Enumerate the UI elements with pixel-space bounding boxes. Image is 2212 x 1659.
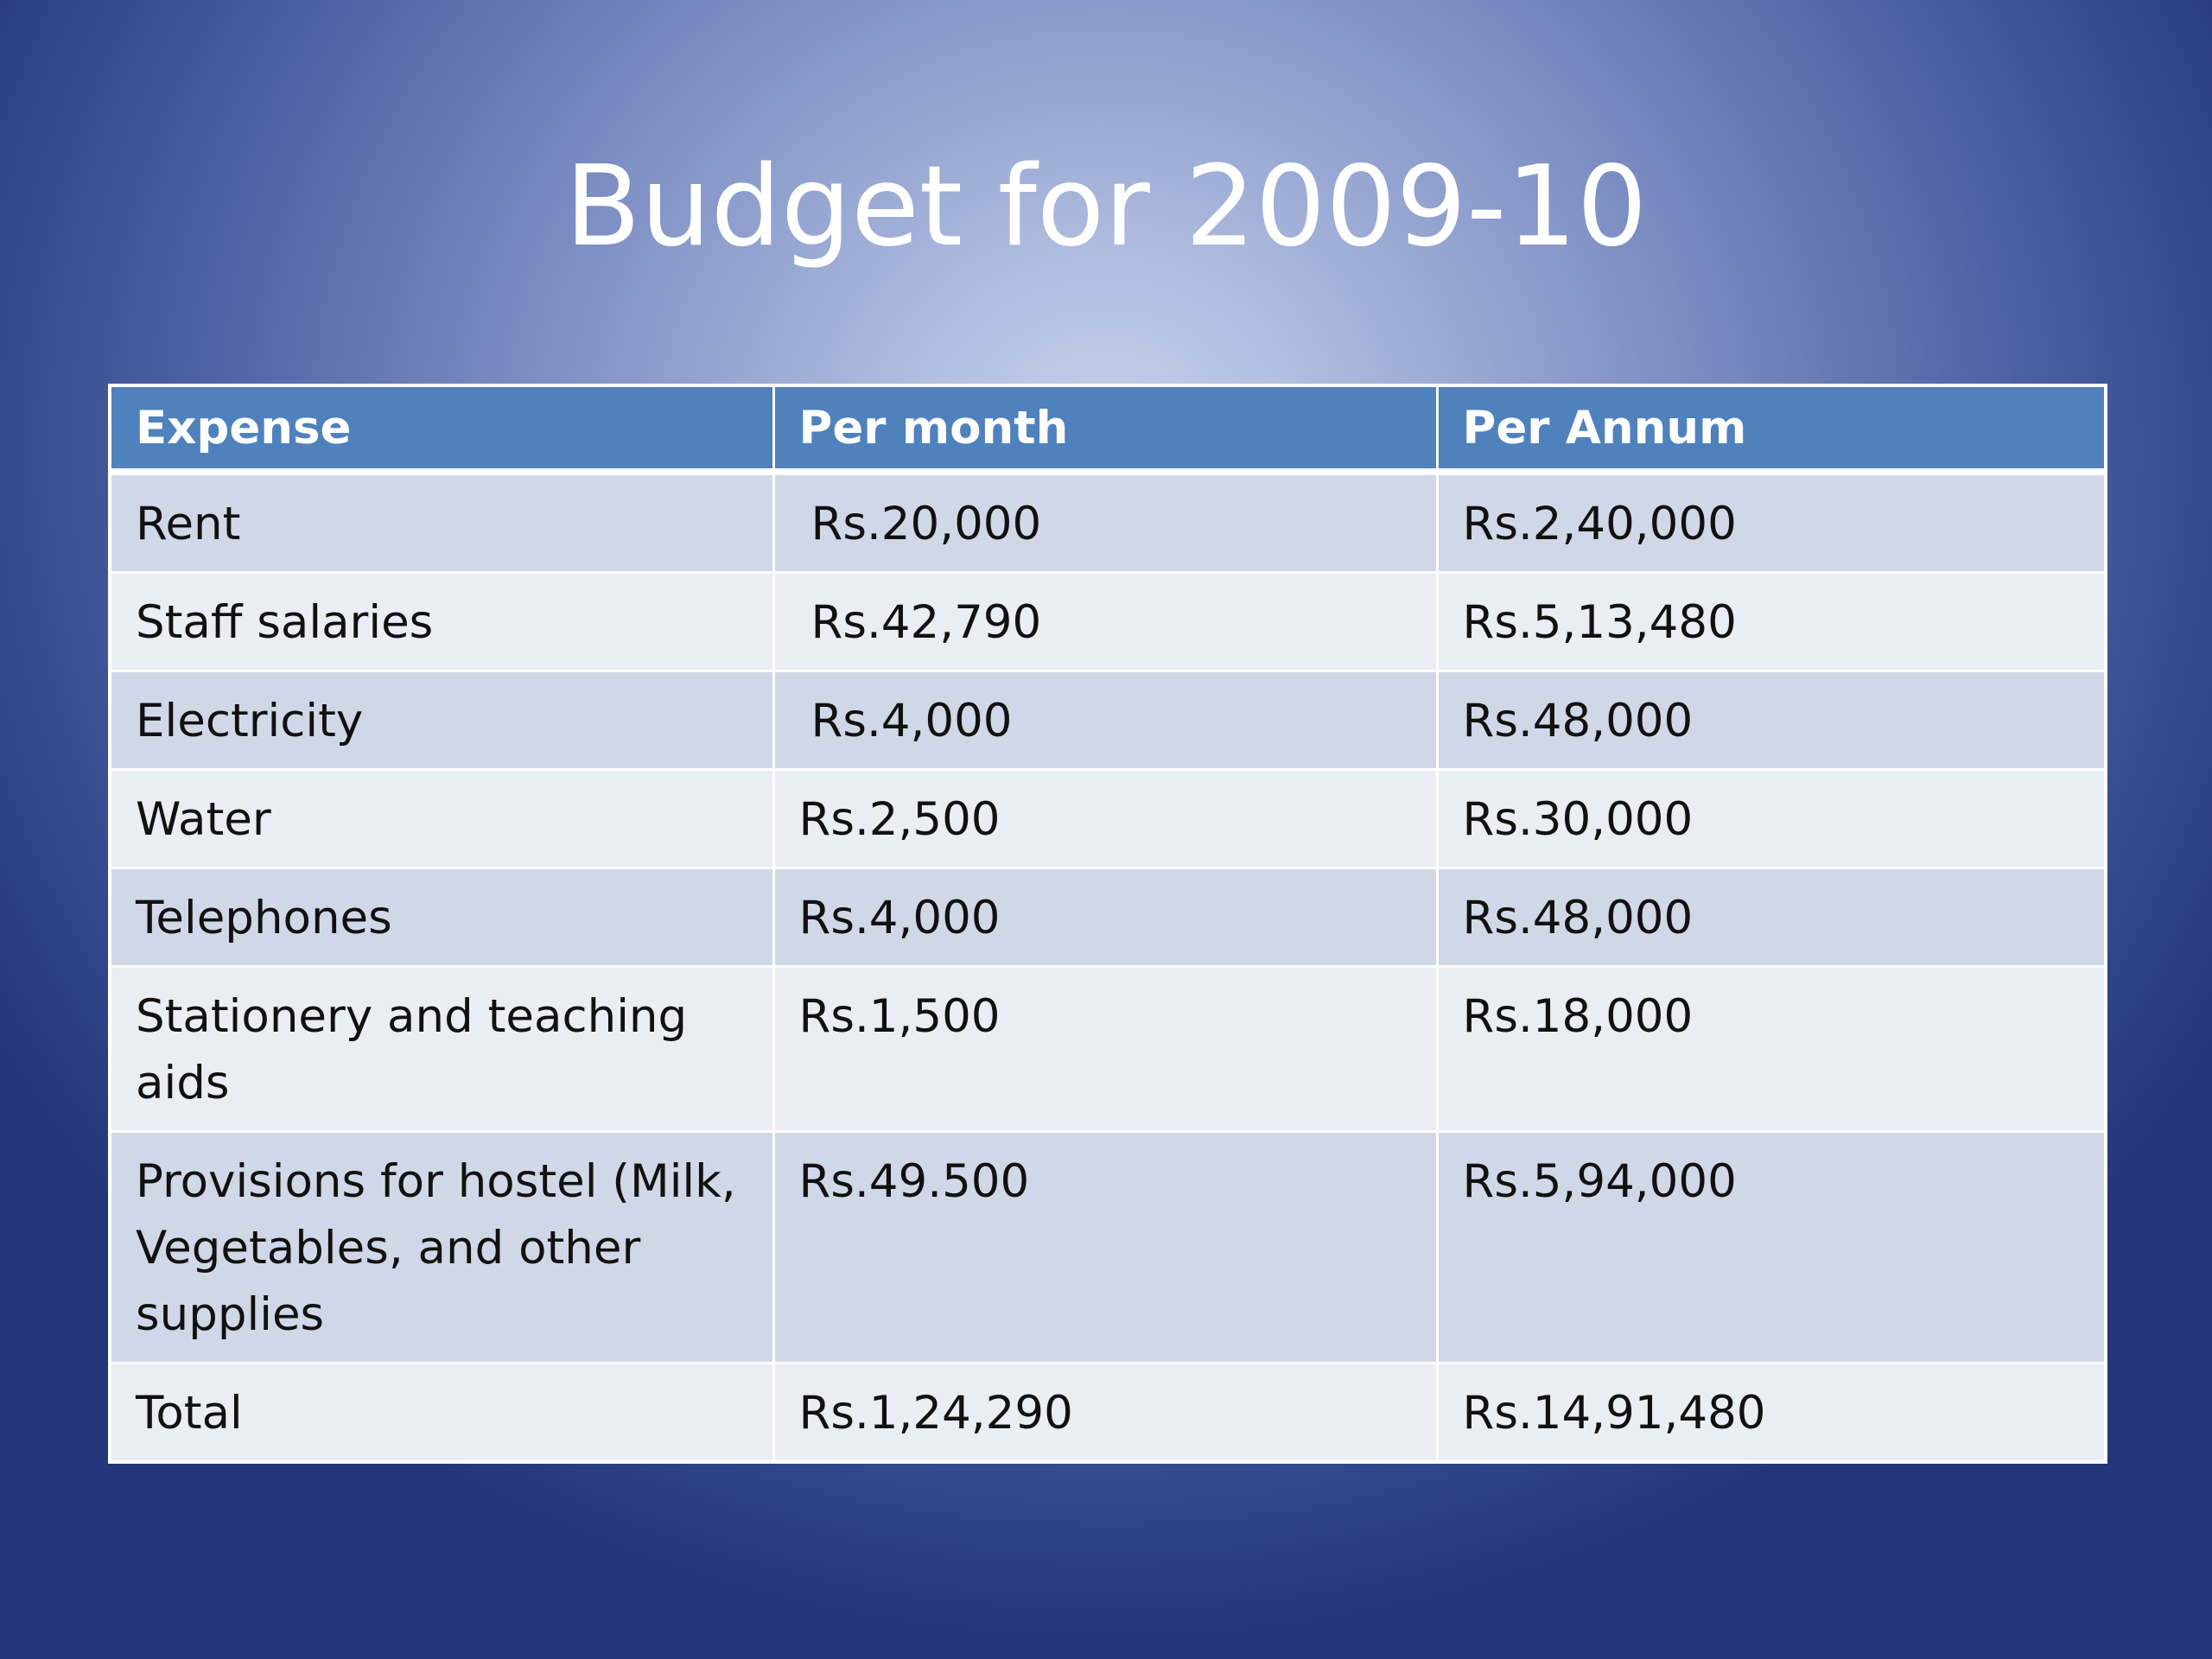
per-annum-cell: Rs.48,000: [1437, 671, 2106, 770]
per-annum-cell: Rs.5,13,480: [1437, 573, 2106, 671]
per-annum-cell: Rs.2,40,000: [1437, 472, 2106, 573]
table-row: [110, 573, 2106, 671]
expense-cell: Rent: [110, 472, 773, 573]
per-month-cell: Rs.49.500: [773, 1132, 1437, 1363]
table-row: [110, 967, 2106, 1132]
table-header-row: [110, 385, 2106, 472]
per-month-value: Rs.20,000: [810, 498, 1042, 550]
table-row: [110, 671, 2106, 770]
expense-cell: Telephones: [110, 868, 773, 967]
expense-cell: Water: [110, 770, 773, 868]
per-month-cell: Rs.1,500: [773, 967, 1437, 1132]
expense-cell: Stationery and teaching aids: [110, 967, 773, 1132]
header-per-annum: Per Annum: [1437, 385, 2106, 472]
per-annum-cell: Rs.48,000: [1437, 868, 2106, 967]
slide-title: Budget for 2009-10: [564, 143, 1648, 271]
table-row: [110, 472, 2106, 573]
per-annum-cell: Rs.30,000: [1437, 770, 2106, 868]
per-month-cell: Rs.2,500: [773, 770, 1437, 868]
per-annum-cell: Rs.18,000: [1437, 967, 2106, 1132]
table-row-total: [110, 1363, 2106, 1463]
header-per-month: Per month: [773, 385, 1437, 472]
table-row: [110, 868, 2106, 967]
per-month-value: Rs.42,790: [810, 596, 1042, 649]
expense-cell: Electricity: [110, 671, 773, 770]
expense-cell: Provisions for hostel (Milk, Vegetables, and other supplies: [110, 1132, 773, 1363]
per-month-cell: [773, 671, 1437, 770]
expense-cell: Total: [110, 1363, 773, 1463]
table-row: [110, 770, 2106, 868]
table-row: [110, 1132, 2106, 1363]
per-month-cell: [773, 573, 1437, 671]
expense-cell: Staff salaries: [110, 573, 773, 671]
budget-table: [108, 384, 2107, 1464]
per-annum-cell: Rs.14,91,480: [1437, 1363, 2106, 1463]
per-month-cell: [773, 472, 1437, 573]
per-month-cell: Rs.4,000: [773, 868, 1437, 967]
header-expense: Expense: [110, 385, 773, 472]
per-annum-cell: Rs.5,94,000: [1437, 1132, 2106, 1363]
per-month-value: Rs.4,000: [810, 695, 1013, 747]
per-month-cell: Rs.1,24,290: [773, 1363, 1437, 1463]
